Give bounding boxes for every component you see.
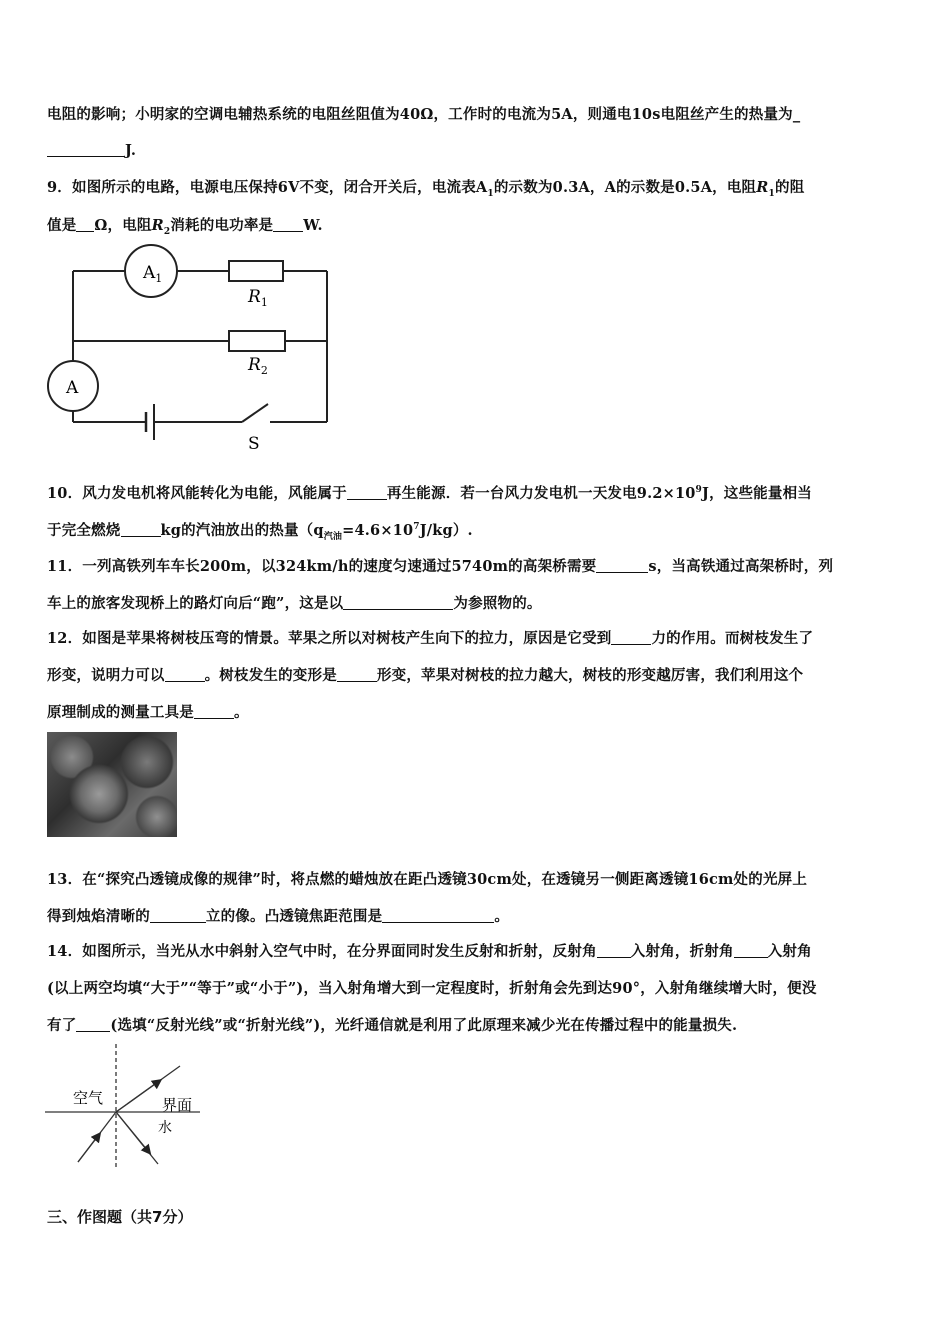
- question-10-line-1: [47, 482, 812, 503]
- answer-blank[interactable]: [611, 630, 651, 645]
- q14-text-d: (以上两空均填“大于”“等于”或“小于”)，当入射角增大到一定程度时，折射角会先到达90°，入射角继续增大时，便没: [47, 980, 817, 997]
- q9-r1-subscript: 1: [768, 188, 775, 199]
- unit-text: J.: [125, 142, 137, 159]
- q13-text-d: 。: [494, 908, 510, 925]
- q13-text-c: 立的像。凸透镜焦距范围是: [205, 908, 383, 925]
- q12-text-g: 。: [234, 704, 249, 721]
- q10-text-f: =4.6×10: [342, 522, 414, 539]
- q9-r2-subscript: 2: [163, 226, 171, 237]
- question-12-line-1: [47, 627, 813, 648]
- water-label: 水: [158, 1120, 172, 1136]
- q10-text-g: J/kg）.: [419, 522, 473, 539]
- question-13-line-2: [47, 905, 509, 926]
- resistor-r1-label: $R_1$: [248, 287, 268, 309]
- q12-text-e: 形变，苹果对树枝的拉力越大，树枝的形变越厉害，我们利用这个: [376, 667, 804, 684]
- q9-a1-subscript: 1: [487, 188, 494, 199]
- q14-text-c: 入射角: [767, 943, 812, 960]
- q11-text-d: 为参照物的。: [453, 595, 542, 612]
- q9-text-f: 消耗的电功率是: [170, 217, 274, 234]
- refraction-diagram: [40, 1040, 220, 1172]
- q13-text-a: 13．在“探究凸透镜成像的规律”时，将点燃的蜡烛放在距凸透镜30cm处，在透镜另一侧距离透镜16cm处的光屏上: [47, 871, 808, 888]
- q9-text-d: 值是: [47, 217, 77, 234]
- q9-text-a: 9．如图所示的电路，电源电压保持6V不变，闭合开关后，电流表A: [47, 179, 488, 196]
- q14-text-e: 有了: [47, 1017, 77, 1034]
- resistor-r2-label: $R_2$: [248, 355, 268, 377]
- q9-text-b: 的示数为0.3A，A的示数是0.5A，电阻: [493, 179, 757, 196]
- answer-blank[interactable]: [150, 908, 206, 923]
- ammeter-a-label: A: [66, 378, 79, 398]
- ammeter-a1-label: $A_1$: [143, 263, 163, 285]
- q9-r-symbol: R: [756, 179, 769, 196]
- text-line-heat: [47, 103, 800, 124]
- q11-text-a: 11．一列高铁列车车长200m，以324km/h的速度匀速通过5740m的高架桥需要: [47, 558, 597, 575]
- q13-text-b: 得到烛焰清晰的: [47, 908, 150, 925]
- interface-label: 界面: [162, 1096, 193, 1114]
- q10-text-a: 10．风力发电机将风能转化为电能，风能属于: [47, 485, 347, 502]
- question-13-line-1: [47, 868, 807, 889]
- question-9-line-1: [47, 176, 804, 199]
- question-14-line-3: [47, 1014, 737, 1035]
- q9-text-e: Ω，电阻: [94, 217, 152, 234]
- q10-text-d: 于完全燃烧: [47, 522, 121, 539]
- question-9-line-2: [47, 214, 323, 237]
- apple-branch-photo: [47, 732, 177, 837]
- q11-text-c: 车上的旅客发现桥上的路灯向后“跑”，这是以: [47, 595, 344, 612]
- answer-blank[interactable]: [76, 217, 94, 232]
- q10-exponent: 9: [695, 485, 703, 496]
- question-14-line-2: [47, 977, 817, 998]
- answer-blank[interactable]: [165, 667, 205, 682]
- question-11-line-2: [47, 592, 542, 613]
- answer-blank[interactable]: [47, 142, 125, 157]
- question-12-line-3: [47, 701, 249, 722]
- q12-text-b: 力的作用。而树枝发生了: [651, 630, 814, 647]
- answer-blank[interactable]: [343, 595, 453, 610]
- air-label: 空气: [73, 1089, 104, 1107]
- q14-text-a: 14．如图所示，当光从水中斜射入空气中时，在分界面同时发生反射和折射，反射角: [47, 943, 597, 960]
- switch-s-label: S: [248, 434, 260, 454]
- q14-text-b: 入射角，折射角: [630, 943, 734, 960]
- heat-question-text: 电阻的影响；小明家的空调电辅热系统的电阻丝阻值为40Ω，工作时的电流为5A，则通电10s电阻丝产生的热量为_: [47, 106, 801, 123]
- q12-text-a: 12．如图是苹果将树枝压弯的情景。苹果之所以对树枝产生向下的拉力，原因是它受到: [47, 630, 612, 647]
- answer-blank[interactable]: [596, 558, 648, 573]
- answer-blank[interactable]: [273, 217, 303, 232]
- q10-text-b: 再生能源．若一台风力发电机一天发电9.2×10: [386, 485, 696, 502]
- q10-subscript: 汽油: [323, 531, 343, 542]
- text-line-heat-answer: [47, 142, 136, 159]
- question-11-line-1: [47, 555, 833, 576]
- question-10-line-2: [47, 519, 473, 542]
- q12-text-c: 形变，说明力可以: [47, 667, 165, 684]
- q11-text-b: s，当高铁通过高架桥时，列: [648, 558, 834, 575]
- answer-blank[interactable]: [347, 485, 387, 500]
- answer-blank[interactable]: [76, 1017, 110, 1032]
- q12-text-f: 原理制成的测量工具是: [47, 704, 194, 721]
- answer-blank[interactable]: [382, 908, 494, 923]
- q9-text-g: W.: [303, 217, 323, 234]
- q10-text-c: J，这些能量相当: [702, 485, 812, 502]
- answer-blank[interactable]: [194, 704, 234, 719]
- q9-r2-symbol: R: [151, 217, 164, 234]
- answer-blank[interactable]: [121, 522, 161, 537]
- answer-blank[interactable]: [734, 943, 768, 958]
- q12-text-d: 。树枝发生的变形是: [204, 667, 337, 684]
- question-12-line-2: [47, 664, 803, 685]
- question-14-line-1: [47, 940, 812, 961]
- answer-blank[interactable]: [337, 667, 377, 682]
- q14-text-f: (选填“反射光线”或“折射光线”)，光纤通信就是利用了此原理来减少光在传播过程中的能量损失.: [110, 1017, 738, 1034]
- circuit-diagram: [40, 240, 340, 455]
- q9-text-c: 的阻: [775, 179, 805, 196]
- q10-exponent-2: 7: [413, 522, 420, 533]
- answer-blank[interactable]: [597, 943, 631, 958]
- section-title: 三、作图题（共7分）: [47, 1208, 193, 1226]
- q10-text-e: kg的汽油放出的热量（q: [160, 522, 324, 539]
